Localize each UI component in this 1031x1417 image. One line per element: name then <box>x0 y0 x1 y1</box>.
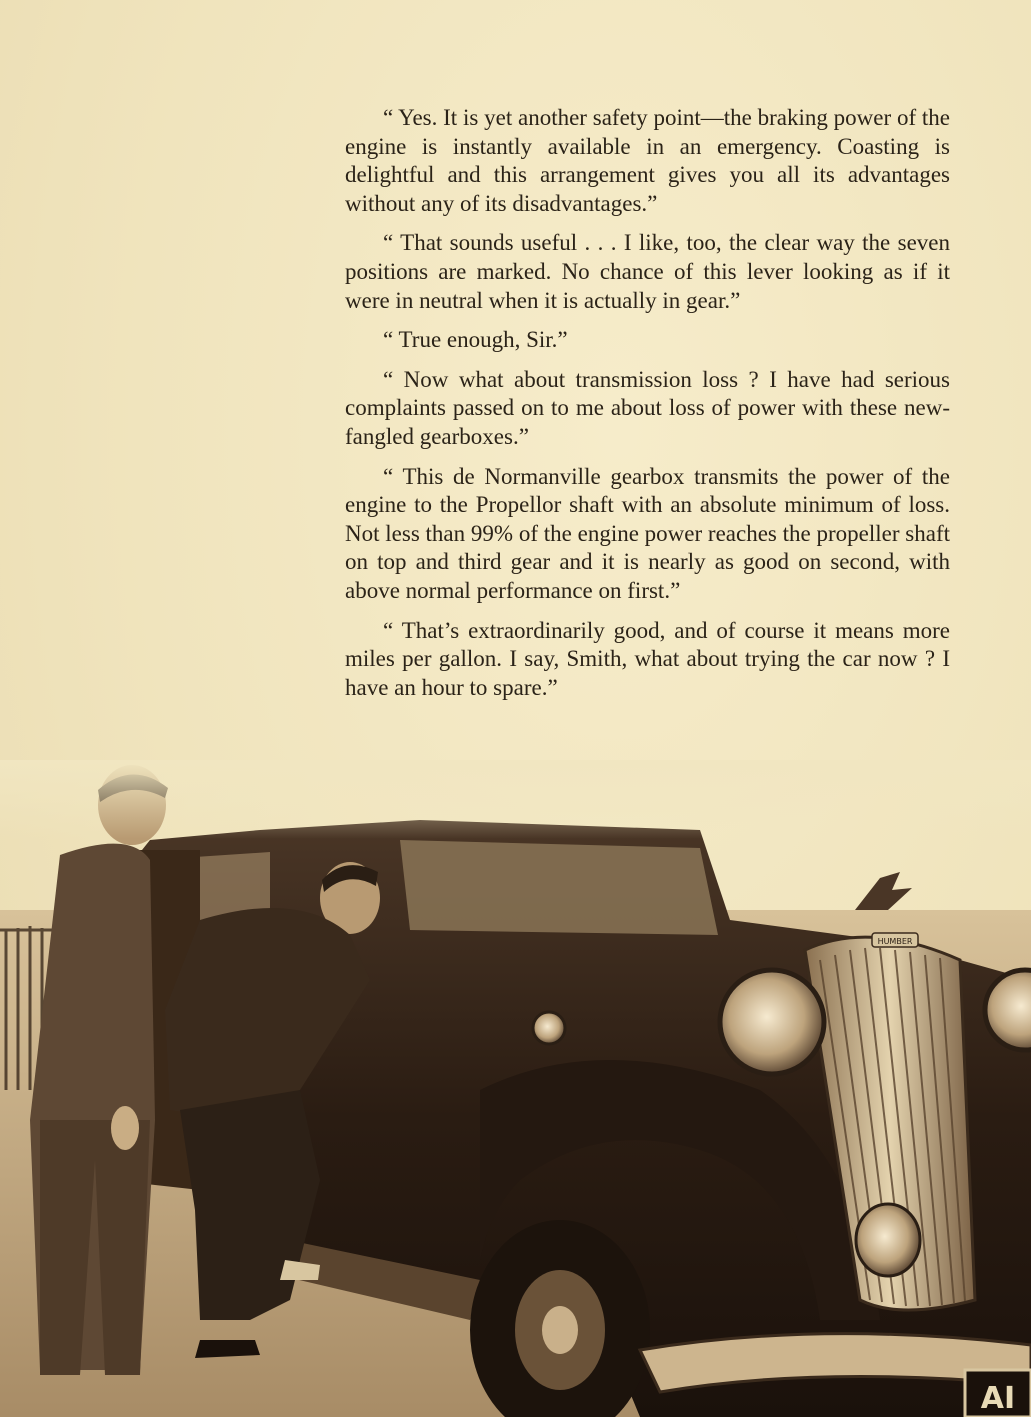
paragraph-4: “ Now what about transmission loss ? I have had serious complaints passed on to me about loss of power with these new-fangled gearboxes.” <box>345 366 950 449</box>
paragraph-3: “ True enough, Sir.” <box>383 327 568 353</box>
car-photograph <box>0 760 1031 1417</box>
paragraph-2: “ That sounds useful . . . I like, too, the clear way the seven positions are marked. No chance of this lever looking as if it were in neutral when it is actually in gear.” <box>345 230 950 313</box>
paragraph-6: “ That’s extraordinarily good, and of course it means more miles per gallon. I say, Smith, what about trying the car now ? I have an hour to spare.” <box>345 617 950 700</box>
car-photo-illustration <box>0 760 1031 1417</box>
paragraph-1: “ Yes. It is yet another safety point—the braking power of the engine is instantly available in an emergency. Coasting is delightful and this arrangement gives you all its advantages without any of its disadvantages.” <box>345 105 950 216</box>
dialogue-text <box>345 104 950 713</box>
paragraph-5: “ This de Normanville gearbox transmits the power of the engine to the Propellor shaft with an absolute minimum of loss. Not less than 99% of the engine power reaches the propeller shaft on top and third gear and it is nearly as good on second, with above normal performance on first.” <box>345 463 950 603</box>
